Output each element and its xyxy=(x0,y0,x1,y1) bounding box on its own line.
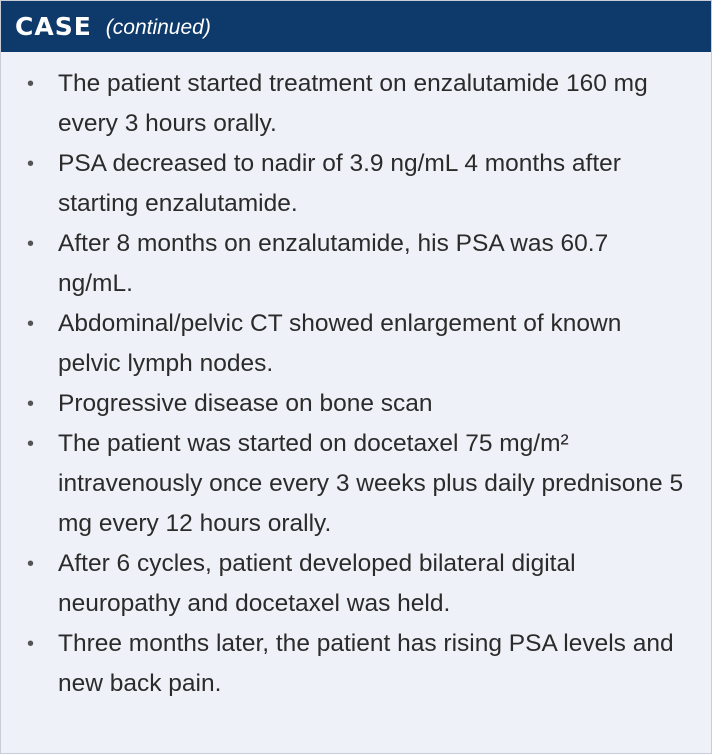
list-item-text: The patient started treatment on enzalutamide 160 mg every 3 hours orally. xyxy=(58,70,648,137)
case-bullet-list xyxy=(1,52,711,704)
list-item-text: The patient was started on docetaxel 75 mg/m² intravenously once every 3 weeks plus daily prednisone 5 mg every 12 hours orally. xyxy=(58,430,684,537)
bullet-icon: • xyxy=(27,73,35,95)
case-subtitle: (continued) xyxy=(105,16,211,39)
list-item xyxy=(27,384,689,424)
bullet-icon: • xyxy=(27,393,35,415)
bullet-icon: • xyxy=(27,233,35,255)
list-item xyxy=(27,64,689,144)
list-item xyxy=(27,544,689,624)
list-item xyxy=(27,624,689,704)
list-item xyxy=(27,424,689,544)
list-item xyxy=(27,144,689,224)
bullet-icon: • xyxy=(27,313,35,335)
list-item xyxy=(27,224,689,304)
list-item xyxy=(27,304,689,384)
bullet-icon: • xyxy=(27,153,35,175)
bullet-icon: • xyxy=(27,553,35,575)
list-item-text: Three months later, the patient has rising PSA levels and new back pain. xyxy=(58,630,674,697)
list-item-text: After 8 months on enzalutamide, his PSA was 60.7 ng/mL. xyxy=(58,230,609,297)
list-item-text: Progressive disease on bone scan xyxy=(58,390,433,417)
case-title: CASE xyxy=(15,12,92,41)
bullet-icon: • xyxy=(27,633,35,655)
case-header xyxy=(1,1,711,52)
list-item-text: After 6 cycles, patient developed bilateral digital neuropathy and docetaxel was held. xyxy=(58,550,576,617)
list-item-text: PSA decreased to nadir of 3.9 ng/mL 4 months after starting enzalutamide. xyxy=(58,150,621,217)
bullet-icon: • xyxy=(27,433,35,455)
list-item-text: Abdominal/pelvic CT showed enlargement of known pelvic lymph nodes. xyxy=(58,310,622,377)
